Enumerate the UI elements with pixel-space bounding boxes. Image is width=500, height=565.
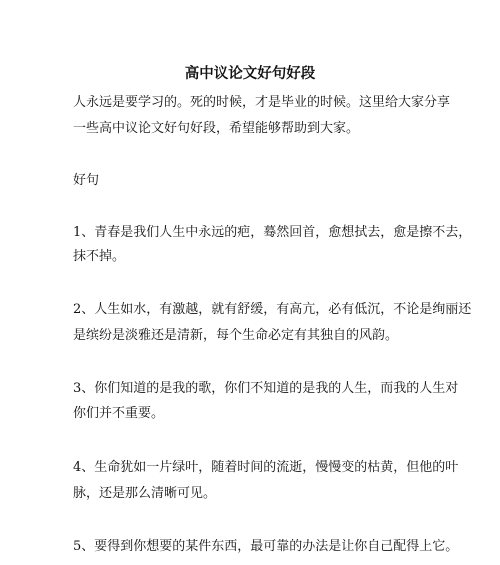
document-title: 高中议论文好句好段: [184, 65, 316, 82]
item-1-line-2: 抹不掉。: [73, 249, 126, 264]
item-4-line-2: 脉，还是那么清晰可见。: [73, 486, 217, 501]
item-4-line-1: 4、生命犹如一片绿叶，随着时间的流逝，慢慢变的枯黄，但他的叶: [73, 460, 459, 475]
item-2-line-1: 2、人生如水，有激越，就有舒缓，有高亢，必有低沉，不论是绚丽还: [73, 302, 472, 317]
intro-line-2: 一些高中议论文好句好段，希望能够帮助到大家。: [73, 121, 360, 136]
item-3-line-1: 3、你们知道的是我的歌，你们不知道的是我的人生，而我的人生对: [73, 381, 459, 396]
intro-line-1: 人永远是要学习的。死的时候，才是毕业的时候。这里给大家分享: [73, 95, 451, 110]
item-3-line-2: 你们并不重要。: [73, 406, 165, 421]
section-heading: 好句: [73, 173, 100, 188]
item-5-line-1: 5、要得到你想要的某件东西，最可靠的办法是让你自己配得上它。: [73, 539, 459, 554]
item-2-line-2: 是缤纷是淡雅还是清新，每个生命必定有其独自的风韵。: [73, 328, 399, 343]
item-1-line-1: 1、青春是我们人生中永远的疤，蓦然回首，愈想拭去，愈是擦不去，: [73, 225, 472, 240]
